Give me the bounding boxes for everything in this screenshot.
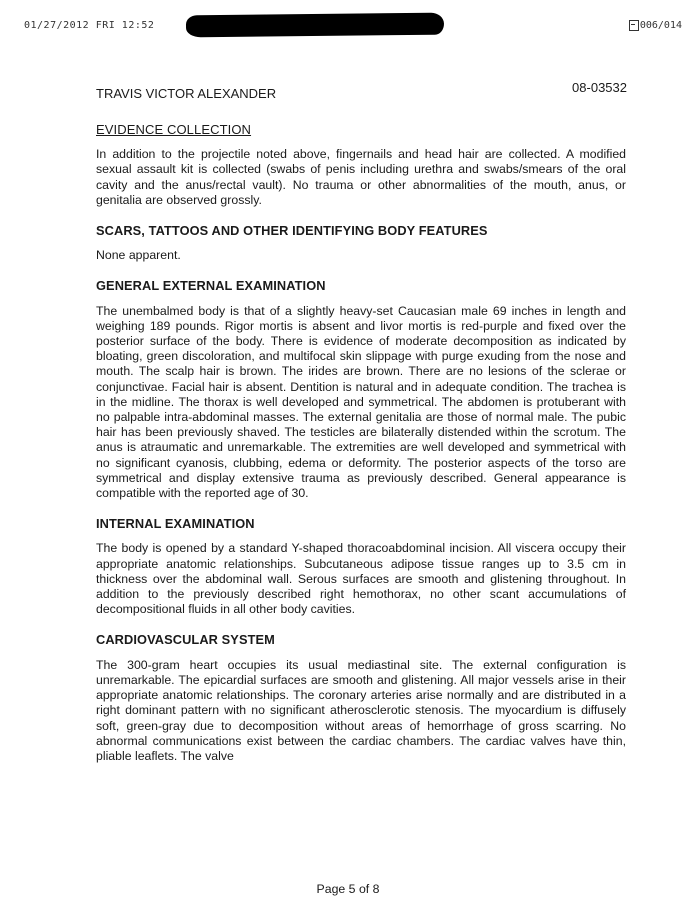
redaction-mark [186,13,444,38]
fax-page-counter [629,20,682,31]
decedent-name: TRAVIS VICTOR ALEXANDER [96,86,277,101]
page-footer: Page 5 of 8 [316,882,380,896]
section-heading-internal-examination: INTERNAL EXAMINATION [96,516,255,532]
section-heading-external-examination: GENERAL EXTERNAL EXAMINATION [96,278,326,294]
section-text-cardiovascular-system: The 300-gram heart occupies its usual mediastinal site. The external configuration is unremarkable. The epicardial surfaces are smooth and glistening. All major vessels arise in their appropriate anatomic relationships. The coronary arteries arise normally and are distributed in a right dominant pattern with no significant atherosclerotic stenosis. The myocardium is diffusely soft, green-gray due to decomposition without areas of hemorrhage of gross scarring. No abnormal communications exist between the cardiac chambers. The cardiac valves have thin, pliable leaflets. The valve [96,657,626,763]
section-heading-identifying-features: SCARS, TATTOOS AND OTHER IDENTIFYING BODY FEATURES [96,223,488,239]
fax-datetime: 01/27/2012 FRI 12:52 [24,20,155,31]
section-heading-cardiovascular-system: CARDIOVASCULAR SYSTEM [96,632,275,648]
fax-header [0,0,696,40]
fax-page-icon [629,20,639,31]
case-number: 08-03532 [572,80,627,95]
report-title-row [96,80,626,100]
report-body [96,80,626,779]
section-heading-evidence-collection: EVIDENCE COLLECTION [96,122,252,137]
section-text-internal-examination: The body is opened by a standard Y-shaped thoracoabdominal incision. All viscera occupy their appropriate anatomic relationships. Subcutaneous adipose tissue ranges up to 3.5 cm in thickness over the abdominal wall. Serous surfaces are smooth and glistening throughout. In addition to the previously described right hemothorax, no other scant accumulations of decompositional fluids in all other body cavities. [96,541,626,617]
section-text-external-examination: The unembalmed body is that of a slightly heavy-set Caucasian male 69 inches in length and weighing 189 pounds. Rigor mortis is absent and livor mortis is red-purple and fixed over the posterior surface of the body. There is evidence of moderate decomposition as indicated by bloating, green discoloration, and multifocal skin slippage with purge exuding from the nose and mouth. The scalp hair is brown. The irides are brown. There are no lesions of the sclerae or conjunctivae. Facial hair is absent. Dentition is natural and in adequate condition. The trachea is in the midline. The thorax is well developed and symmetrical. The abdomen is protuberant with no palpable intra-abdominal masses. The external genitalia are those of normal male. The pubic hair has been previously shaved. The testicles are bilaterally distended within the scrotum. The anus is atraumatic and unremarkable. The extremities are well developed and symmetrical with no significant cyanosis, clubbing, edema or deformity. The posterior aspects of the torso are symmetrical and display extensive trauma as previously described. General appearance is compatible with the reported age of 30. [96,303,626,501]
fax-page-counter-text: 006/014 [639,20,682,31]
section-text-identifying-features: None apparent. [96,248,181,263]
section-text-evidence-collection: In addition to the projectile noted above, fingernails and head hair are collected. A modified sexual assault kit is collected (swabs of penis including urethra and swabs/smears of the oral cavity and the anus/rectal vault). No trauma or other abnormalities of the mouth, anus, or genitalia are observed grossly. [96,147,626,207]
